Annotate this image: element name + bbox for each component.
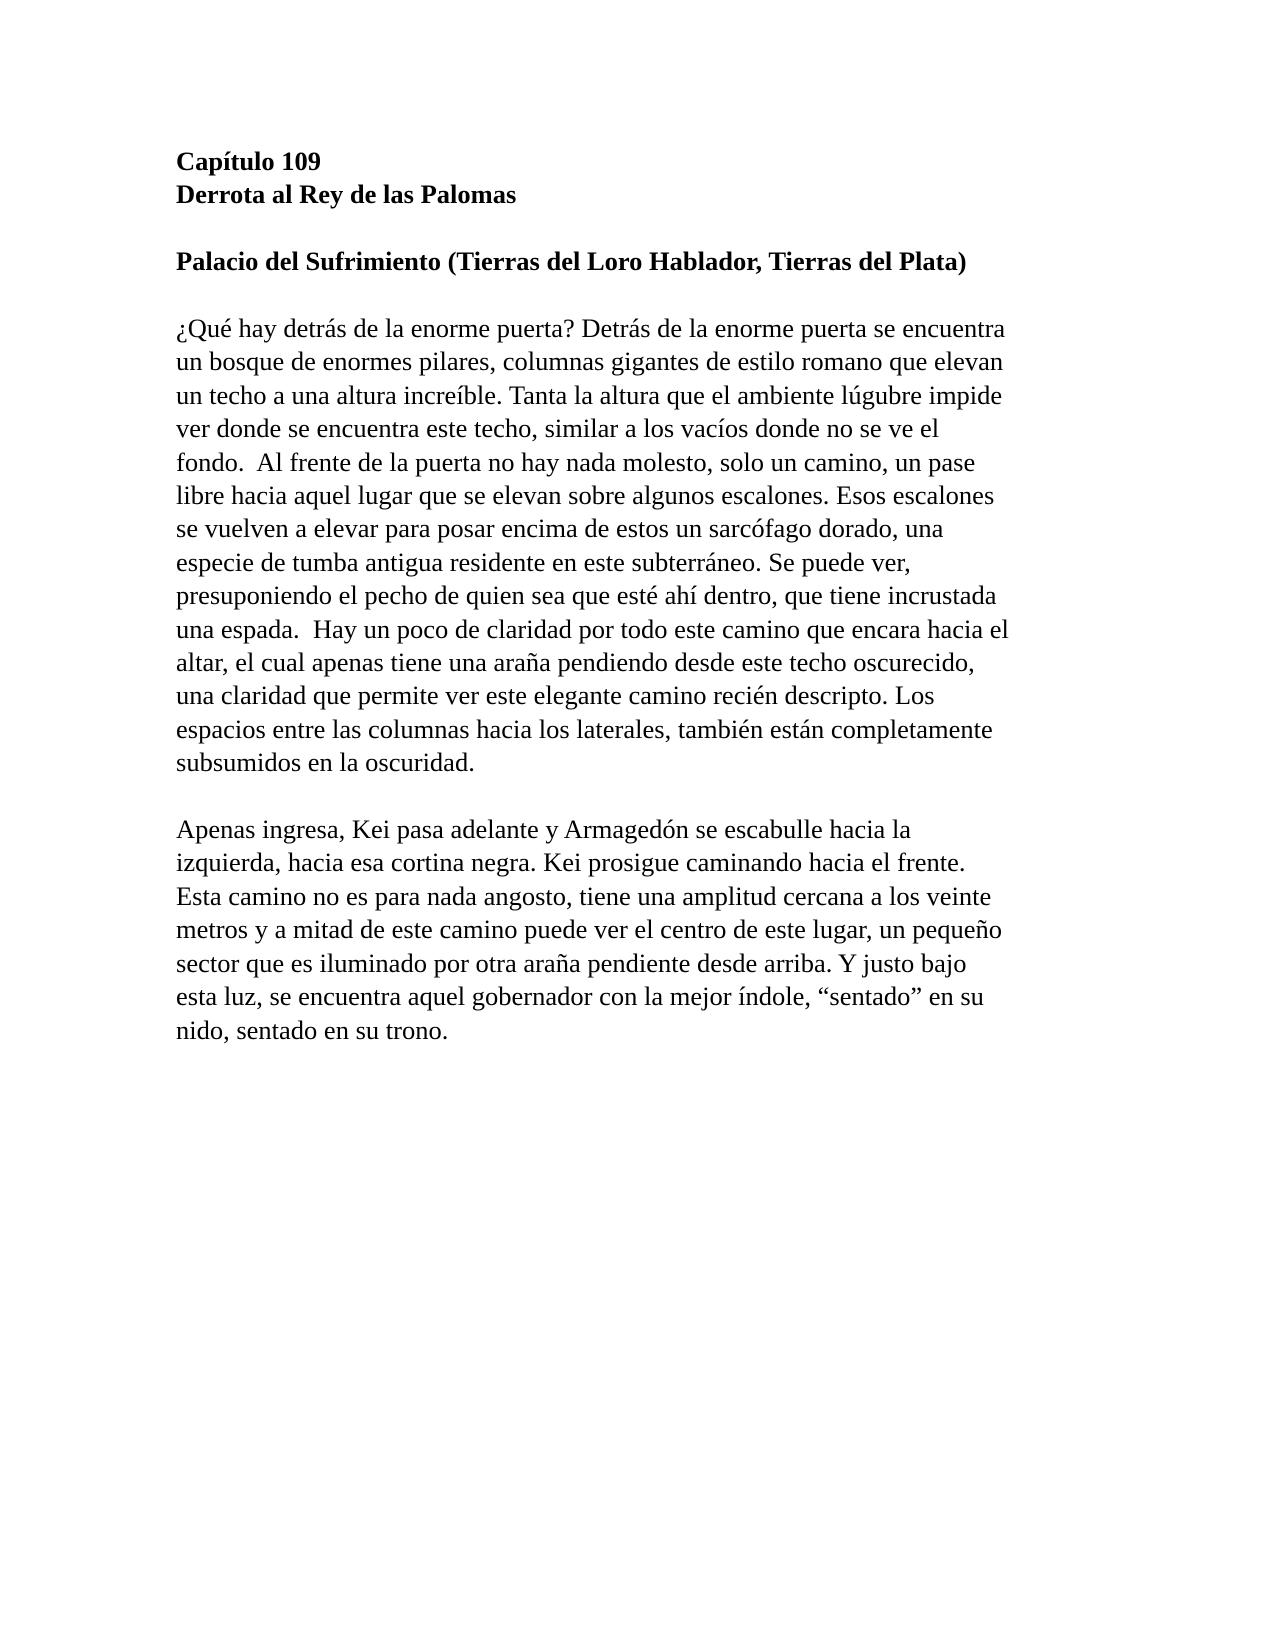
text-line: subsumidos en la oscuridad. xyxy=(176,747,475,778)
document-page xyxy=(176,145,1096,1047)
text-line: ver donde se encuentra este techo, similar a los vacíos donde no se ve el xyxy=(176,413,940,444)
text-line: ¿Qué hay detrás de la enorme puerta? Detrás de la enorme puerta se encuentra xyxy=(176,313,1006,343)
chapter-number: Capítulo 109 xyxy=(176,146,322,176)
text-line: metros y a mitad de este camino puede ver el centro de este lugar, un pequeño xyxy=(176,914,1003,945)
body-text xyxy=(176,312,1096,1047)
text-line: un techo a una altura increíble. Tanta la altura que el ambiente lúgubre impide xyxy=(176,379,1003,410)
paragraph xyxy=(176,813,1096,1047)
text-line: izquierda, hacia esa cortina negra. Kei prosigue caminando hacia el frente. xyxy=(176,847,966,878)
text-line: un bosque de enormes pilares, columnas gigantes de estilo romano que elevan xyxy=(176,346,1004,377)
text-line: se vuelven a elevar para posar encima de estos un sarcófago dorado, una xyxy=(176,513,944,544)
text-line: sector que es iluminado por otra araña pendiente desde arriba. Y justo bajo xyxy=(176,947,967,978)
text-line: esta luz, se encuentra aquel gobernador con la mejor índole, “sentado” en su xyxy=(176,981,984,1012)
text-line: altar, el cual apenas tiene una araña pendiendo desde este techo oscurecido, xyxy=(176,647,975,678)
text-line: una espada. Hay un poco de claridad por todo este camino que encara hacia el xyxy=(176,613,1009,644)
text-line: especie de tumba antigua residente en este subterráneo. Se puede ver, xyxy=(176,546,911,577)
text-line: Apenas ingresa, Kei pasa adelante y Armagedón se escabulle hacia la xyxy=(176,814,912,845)
paragraph xyxy=(176,312,1096,780)
chapter-title: Derrota al Rey de las Palomas xyxy=(176,179,517,210)
text-line: fondo. Al frente de la puerta no hay nada molesto, solo un camino, un pase xyxy=(176,446,976,477)
text-line: una claridad que permite ver este elegante camino recién descripto. Los xyxy=(176,680,935,711)
text-line: Esta camino no es para nada angosto, tiene una amplitud cercana a los veinte xyxy=(176,880,992,911)
text-line: nido, sentado en su trono. xyxy=(176,1014,449,1045)
text-line: espacios entre las columnas hacia los laterales, también están completamente xyxy=(176,713,993,744)
text-line: libre hacia aquel lugar que se elevan sobre algunos escalones. Esos escalones xyxy=(176,480,995,511)
text-line: presuponiendo el pecho de quien sea que esté ahí dentro, que tiene incrustada xyxy=(176,580,997,611)
section-title: Palacio del Sufrimiento (Tierras del Loro Hablador, Tierras del Plata) xyxy=(176,246,967,277)
